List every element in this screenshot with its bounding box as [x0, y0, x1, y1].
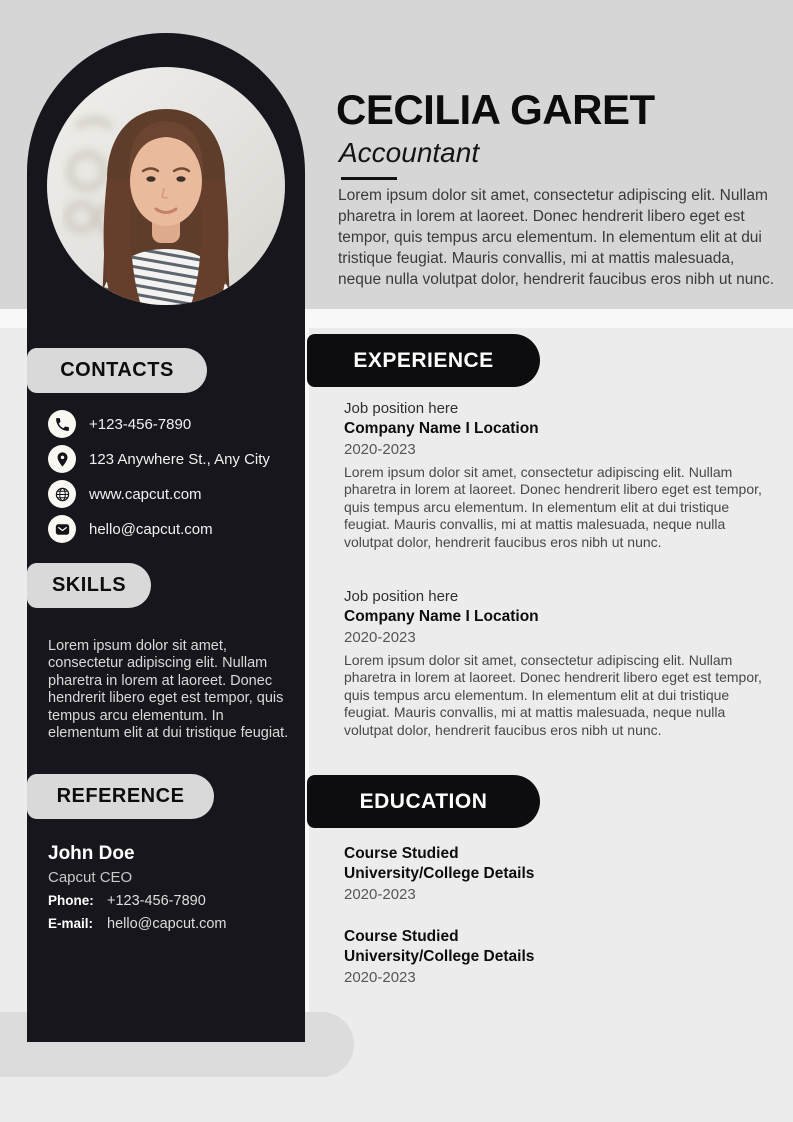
education-1-school: University/College Details	[344, 865, 535, 882]
experience-2-company: Company Name I Location	[344, 608, 539, 625]
skills-text: Lorem ipsum dolor sit amet, consectetur adipiscing elit. Nullam pharetra in lorem at laoreet. Donec hendrerit libero eget est tempor, quis tempus arcu elementum. In elementum elit at dui tristique feugiat.	[48, 638, 289, 742]
contact-website: www.capcut.com	[89, 485, 202, 503]
experience-2-position: Job position here	[344, 588, 459, 605]
phone-icon	[48, 410, 76, 438]
education-heading: EDUCATION	[359, 789, 488, 813]
experience-heading-pill	[307, 334, 540, 387]
reference-phone-row	[48, 893, 206, 909]
experience-heading: EXPERIENCE	[353, 348, 494, 372]
skills-heading-pill	[27, 563, 151, 608]
experience-2-description: Lorem ipsum dolor sit amet, consectetur adipiscing elit. Nullam pharetra in lorem at laoreet. Donec hendrerit libero eget est tempor, quis tempus arcu elementum. In elementum elit at dui tristique feugiat. Mauris convallis, mi at mattis malesuada, neque nulla volutpat dolor, hendrerit faucibus eros nibh ut nunc.	[344, 652, 762, 738]
experience-1-dates: 2020-2023	[344, 441, 416, 458]
contacts-heading-pill	[27, 348, 207, 393]
contact-address: 123 Anywhere St., Any City	[89, 450, 270, 468]
experience-1-position: Job position here	[344, 400, 459, 417]
job-title: Accountant	[339, 137, 480, 168]
profile-photo-illustration	[47, 67, 285, 305]
email-icon	[48, 515, 76, 543]
person-name: CECILIA GARET	[336, 86, 655, 133]
contact-email: hello@capcut.com	[89, 520, 213, 538]
education-2-course: Course Studied	[344, 928, 459, 945]
globe-icon	[48, 480, 76, 508]
location-pin-icon	[48, 445, 76, 473]
reference-phone-label: Phone:	[48, 893, 94, 908]
contact-phone-row	[48, 410, 191, 438]
reference-email-value: hello@capcut.com	[107, 916, 227, 932]
profile-photo	[47, 67, 285, 305]
contact-phone: +123-456-7890	[89, 415, 192, 433]
reference-email-row	[48, 916, 227, 932]
contacts-heading: CONTACTS	[60, 359, 174, 381]
skills-heading: SKILLS	[51, 574, 127, 596]
education-1-dates: 2020-2023	[344, 886, 416, 903]
education-2-school: University/College Details	[344, 948, 535, 965]
reference-email-label: E-mail:	[48, 916, 94, 931]
experience-2-dates: 2020-2023	[344, 629, 416, 646]
experience-1-description: Lorem ipsum dolor sit amet, consectetur adipiscing elit. Nullam pharetra in lorem at laoreet. Donec hendrerit libero eget est tempor, quis tempus arcu elementum. In elementum elit at dui tristique feugiat. Mauris convallis, mi at mattis malesuada, neque nulla volutpat dolor, hendrerit faucibus eros nibh ut nunc.	[344, 464, 762, 550]
profile-summary: Lorem ipsum dolor sit amet, consectetur adipiscing elit. Nullam pharetra in lorem at laoreet. Donec hendrerit libero eget est tempor, quis tempus arcu elementum. In elementum elit at dui tristique feugiat. Mauris convallis, mi at mattis malesuada, neque nulla volutpat dolor, hendrerit faucibus eros nibh ut nunc.	[338, 187, 775, 288]
education-1-course: Course Studied	[344, 845, 459, 862]
reference-name: John Doe	[48, 843, 135, 864]
reference-role: Capcut CEO	[48, 869, 133, 886]
experience-1-company: Company Name I Location	[344, 420, 539, 437]
education-heading-pill	[307, 775, 540, 828]
title-underline	[341, 177, 397, 180]
contact-website-row	[48, 480, 202, 508]
contact-address-row	[48, 445, 270, 473]
reference-heading: REFERENCE	[56, 785, 185, 807]
reference-heading-pill	[27, 774, 214, 819]
education-2-dates: 2020-2023	[344, 969, 416, 986]
reference-phone-value: +123-456-7890	[107, 893, 206, 909]
contact-email-row	[48, 515, 213, 543]
